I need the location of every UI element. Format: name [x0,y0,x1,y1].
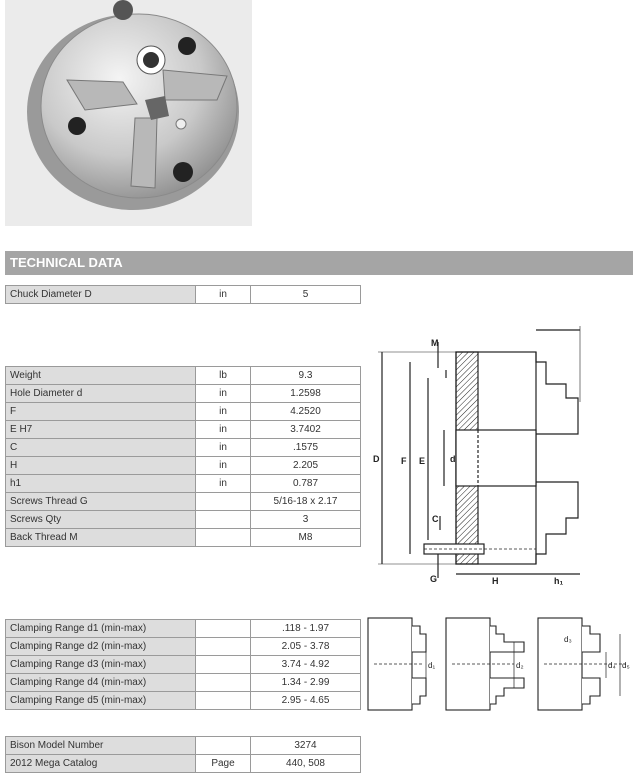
label-d1: d₁ [428,661,436,670]
cross-section-svg [368,322,630,590]
table-row [6,421,361,439]
table-row [6,674,361,692]
table-row [6,638,361,656]
row-unit: in [196,403,251,421]
table-row [6,529,361,547]
label-F: F [401,456,407,466]
row-unit [196,692,251,710]
row-value: 3274 [251,737,361,755]
label-D: D [373,454,380,464]
row-value: 440, 508 [251,755,361,773]
table-row [6,656,361,674]
row-value: 3 [251,511,361,529]
row-unit [196,674,251,692]
clamping-svg [364,612,632,716]
label-M: M [431,338,439,348]
row-value: 3.7402 [251,421,361,439]
chuck-diameter-table [5,285,361,304]
row-label: Weight [6,367,196,385]
table-row [6,385,361,403]
technical-data-banner [5,251,633,275]
row-label: Clamping Range d4 (min-max) [6,674,196,692]
row-value: 2.205 [251,457,361,475]
chuck-cross-section-drawing [368,322,630,590]
row-label: E H7 [6,421,196,439]
label-d: d [450,454,456,464]
table-row [6,620,361,638]
table-row [6,475,361,493]
label-d2: d₂ [516,661,524,670]
row-unit: in [196,475,251,493]
row-unit: in [196,439,251,457]
table-row [6,737,361,755]
row-label: C [6,439,196,457]
table-row [6,692,361,710]
row-value: 2.05 - 3.78 [251,638,361,656]
row-value: 3.74 - 4.92 [251,656,361,674]
row-value: 9.3 [251,367,361,385]
row-value: 5/16-18 x 2.17 [251,493,361,511]
three-jaw-chuck-illustration [5,0,252,226]
table-row [6,367,361,385]
clamping-range-table [5,619,361,710]
table-row [6,755,361,773]
label-C: C [432,514,439,524]
row-label: Clamping Range d5 (min-max) [6,692,196,710]
row-value: 2.95 - 4.65 [251,692,361,710]
label-H: H [492,576,499,586]
row-unit: Page [196,755,251,773]
row-unit: lb [196,367,251,385]
row-unit [196,737,251,755]
row-value: 1.34 - 2.99 [251,674,361,692]
row-unit [196,620,251,638]
table-row [6,457,361,475]
label-d4: d₄ [608,661,616,670]
row-label: 2012 Mega Catalog [6,755,196,773]
row-unit [196,638,251,656]
row-unit [196,529,251,547]
table-row [6,286,361,304]
row-label: Screws Thread G [6,493,196,511]
row-unit: in [196,286,251,304]
label-d3: d₃ [564,635,572,644]
row-value: 1.2598 [251,385,361,403]
clamping-range-drawings [364,612,632,716]
row-value: 4.2520 [251,403,361,421]
label-h1: h₁ [554,576,564,586]
row-unit [196,493,251,511]
row-label: Bison Model Number [6,737,196,755]
row-unit [196,656,251,674]
row-label: Screws Qty [6,511,196,529]
table-row [6,493,361,511]
row-label: h1 [6,475,196,493]
label-E: E [419,456,426,466]
label-d5: d₅ [622,661,630,670]
row-label: Hole Diameter d [6,385,196,403]
row-value: .118 - 1.97 [251,620,361,638]
row-label: Chuck Diameter D [6,286,196,304]
row-value: M8 [251,529,361,547]
row-value: 0.787 [251,475,361,493]
row-label: F [6,403,196,421]
row-unit [196,511,251,529]
row-label: Back Thread M [6,529,196,547]
row-value: 5 [251,286,361,304]
row-unit: in [196,457,251,475]
row-label: Clamping Range d3 (min-max) [6,656,196,674]
section-title: TECHNICAL DATA [10,255,123,270]
row-label: H [6,457,196,475]
row-label: Clamping Range d1 (min-max) [6,620,196,638]
table-row [6,403,361,421]
row-unit: in [196,385,251,403]
product-photo [5,0,252,226]
label-G: G [430,574,438,584]
row-value: .1575 [251,439,361,457]
catalog-table [5,736,361,773]
dimensions-table [5,366,361,547]
row-unit: in [196,421,251,439]
table-row [6,439,361,457]
table-row [6,511,361,529]
row-label: Clamping Range d2 (min-max) [6,638,196,656]
